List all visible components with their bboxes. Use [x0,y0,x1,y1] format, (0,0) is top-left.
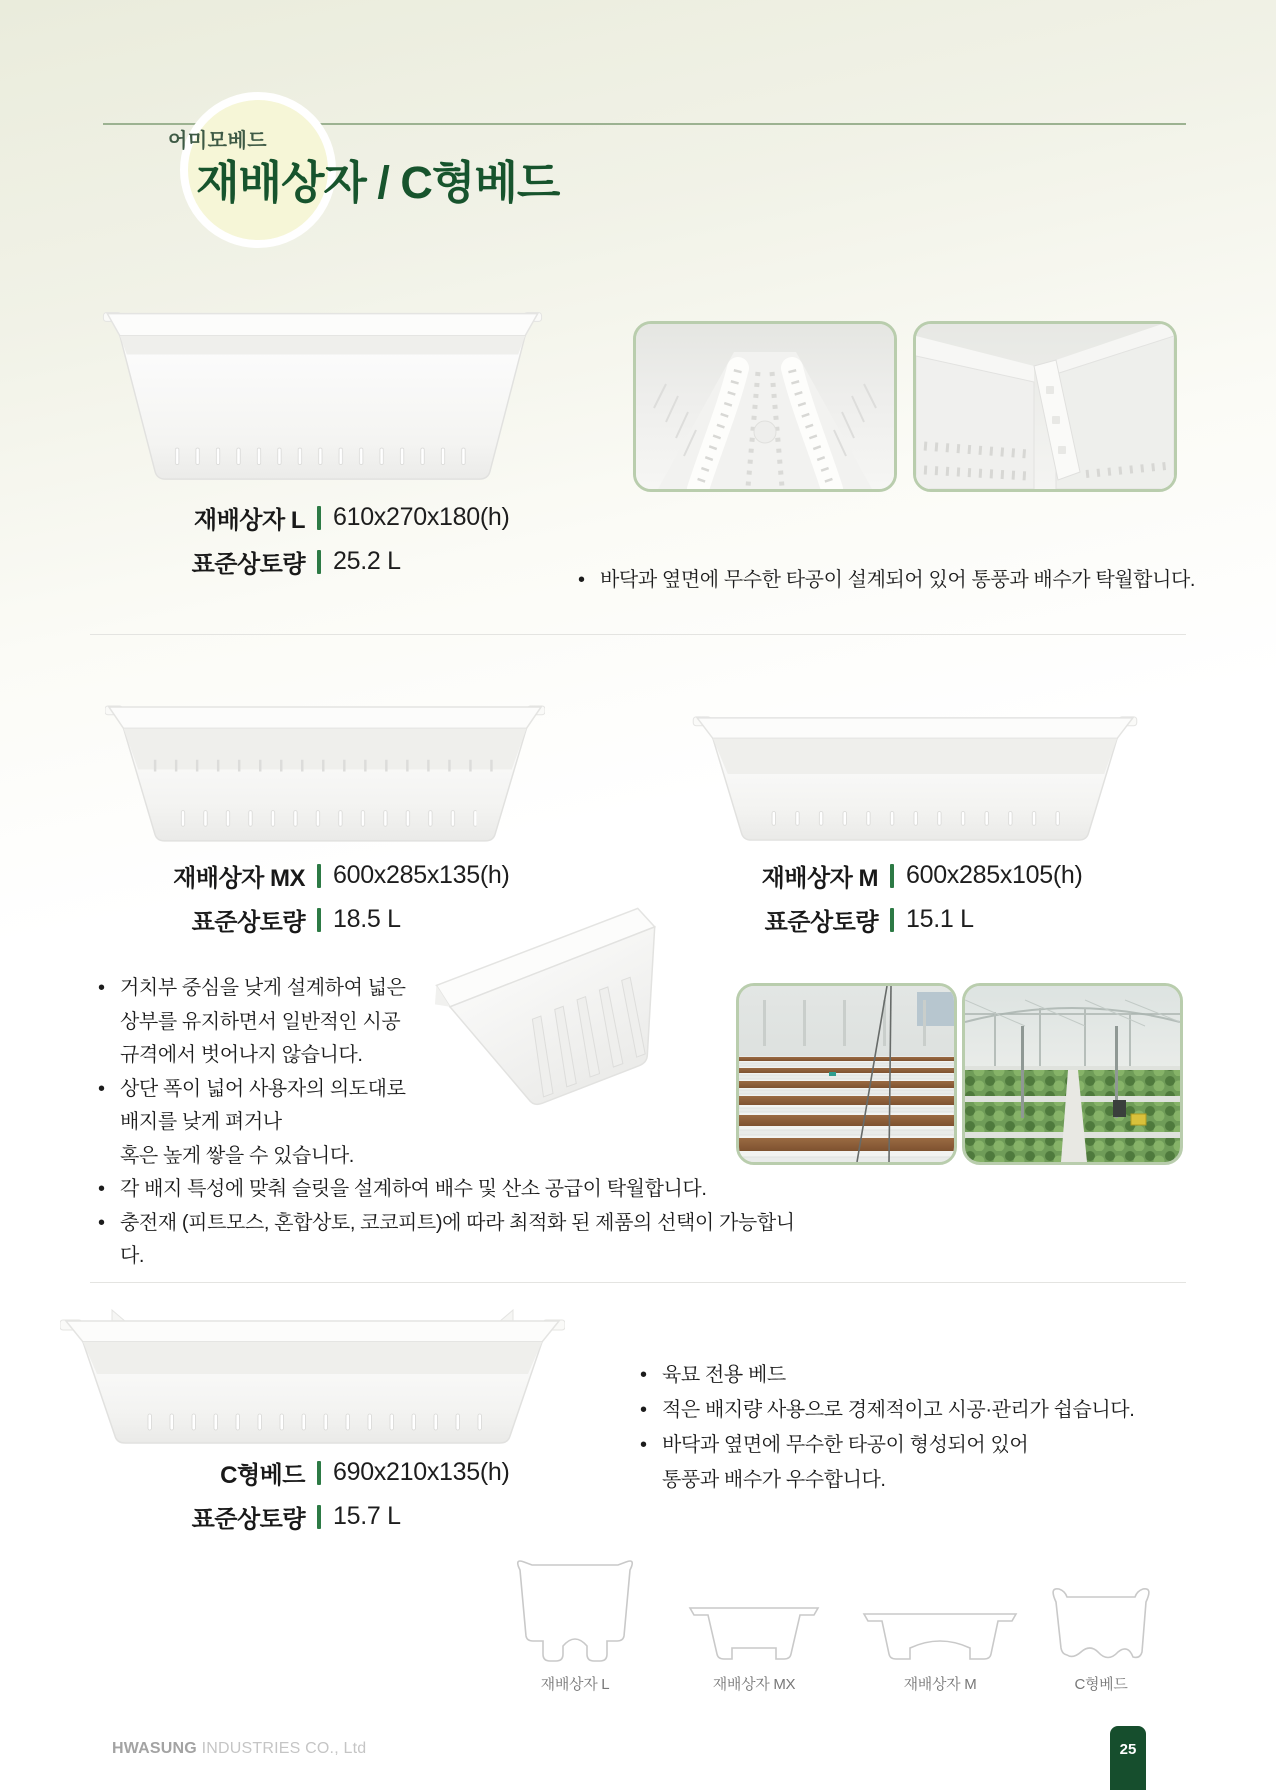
bullet-text: • 상단 폭이 넓어 사용자의 의도대로 [120,1077,406,1100]
bullet-text: • 거치부 중심을 낮게 설계하여 넓은 [120,977,406,999]
bullet-text: • 각 배지 특성에 맞춰 슬릿을 설계하여 배수 및 산소 공급이 탁월합니다. [120,1178,707,1200]
cbed-bullet-list [638,1358,1198,1498]
soil-volume-label: 표준상토량 [191,909,305,936]
product-size: 600x285x105(h) [906,861,1083,889]
section-divider [90,634,1186,635]
bullet-text: 규격에서 벗어나지 않습니다. [120,1044,363,1066]
soil-volume-value: 15.1 L [906,905,974,933]
lineup-label: 재배상자 L [540,1676,610,1693]
soil-volume-value: 18.5 L [333,905,401,933]
product-name: 재배상자 M [761,865,878,892]
lineup-figure-tray-l [508,1554,642,1694]
product-name: C형베드 [220,1462,305,1489]
section1-bullet-list [576,566,1195,594]
profile-tray-l [508,1554,642,1668]
footer-brand-suffix: INDUSTRIES CO., Ltd [196,1740,367,1757]
spec-divider-bar [317,550,321,574]
soil-volume-label: 표준상토량 [764,909,878,936]
product-name: 재배상자 MX [173,865,305,892]
bullet-text: • 바닥과 옆면에 무수한 타공이 형성되어 있어 [662,1434,1029,1456]
bullet-text: 배지를 낮게 펴거나 [120,1111,282,1133]
bullet-item [96,1173,796,1207]
spec-divider-bar [317,908,321,932]
product-image-tray-l [100,300,545,485]
detail-photo-perforated-channel [633,321,897,492]
spec-divider-bar [317,506,321,530]
bullet-text: • 육묘 전용 베드 [662,1364,786,1386]
footer-brand-name: HWASUNG [112,1740,197,1757]
lineup-figure-tray-m [862,1602,1018,1694]
bullet-text: 상부를 유지하면서 일반적인 시공 [120,1010,401,1033]
greenhouse-photo-crop-rows [962,983,1183,1165]
spec-divider-bar [890,908,894,932]
lineup-figure-tray-mx [688,1596,820,1694]
soil-volume-value: 15.7 L [333,1502,401,1530]
bullet-text: • 적은 배지량 사용으로 경제적이고 시공·관리가 쉽습니다. [662,1399,1135,1421]
soil-volume-label: 표준상토량 [191,551,305,578]
spec-divider-bar [317,1505,321,1529]
product-size: 610x270x180(h) [333,503,510,531]
spec-divider-bar [317,864,321,888]
page-title: 재배상자 / C형베드 [196,157,560,208]
bullet-text: 통풍과 배수가 우수합니다. [662,1469,886,1491]
page-number-tab [1110,1726,1146,1790]
product-size: 690x210x135(h) [333,1458,510,1486]
bullet-item [96,1207,796,1274]
greenhouse-photo-substrate-beds [736,983,957,1165]
product-image-tray-underside [430,878,695,1163]
bullet-item [638,1428,1198,1498]
lineup-label: 재배상자 M [903,1676,977,1693]
profile-tray-m [862,1602,1018,1668]
detail-photo-tray-joint [913,321,1177,492]
product-image-tray-m [690,707,1140,845]
bullet-item [638,1358,1198,1393]
bullet-text: • 바닥과 옆면에 무수한 타공이 설계되어 있어 통풍과 배수가 탁월합니다. [600,569,1196,591]
product-image-cbed [60,1300,565,1448]
product-size: 600x285x135(h) [333,861,510,889]
bullet-text: 혹은 높게 쌓을 수 있습니다. [120,1144,354,1167]
spec-divider-bar [317,1461,321,1485]
spec-divider-bar [890,864,894,888]
product-image-tray-mx [105,695,545,847]
profile-cbed [1046,1580,1156,1668]
lineup-label: C형베드 [1074,1676,1128,1693]
product-spec-l [90,500,510,579]
section-divider [90,1282,1186,1283]
series-label: 어미모베드 [168,130,268,152]
bullet-text: • 충전재 (피트모스, 혼합상토, 코코피트)에 따라 최적화 된 제품의 선택이 가능합니다. [120,1211,795,1267]
page-number: 25 [1119,1741,1137,1758]
lineup-label: 재배상자 MX [712,1676,796,1693]
product-spec-cbed [90,1455,510,1534]
lineup-figure-cbed [1046,1580,1156,1694]
footer-brand [112,1740,366,1758]
soil-volume-label: 표준상토량 [191,1506,305,1533]
bullet-item [638,1393,1198,1428]
bullet-item [576,566,1195,594]
soil-volume-value: 25.2 L [333,547,401,575]
product-name: 재배상자 L [193,507,305,534]
product-spec-m [668,858,1083,937]
profile-tray-mx [688,1596,820,1668]
